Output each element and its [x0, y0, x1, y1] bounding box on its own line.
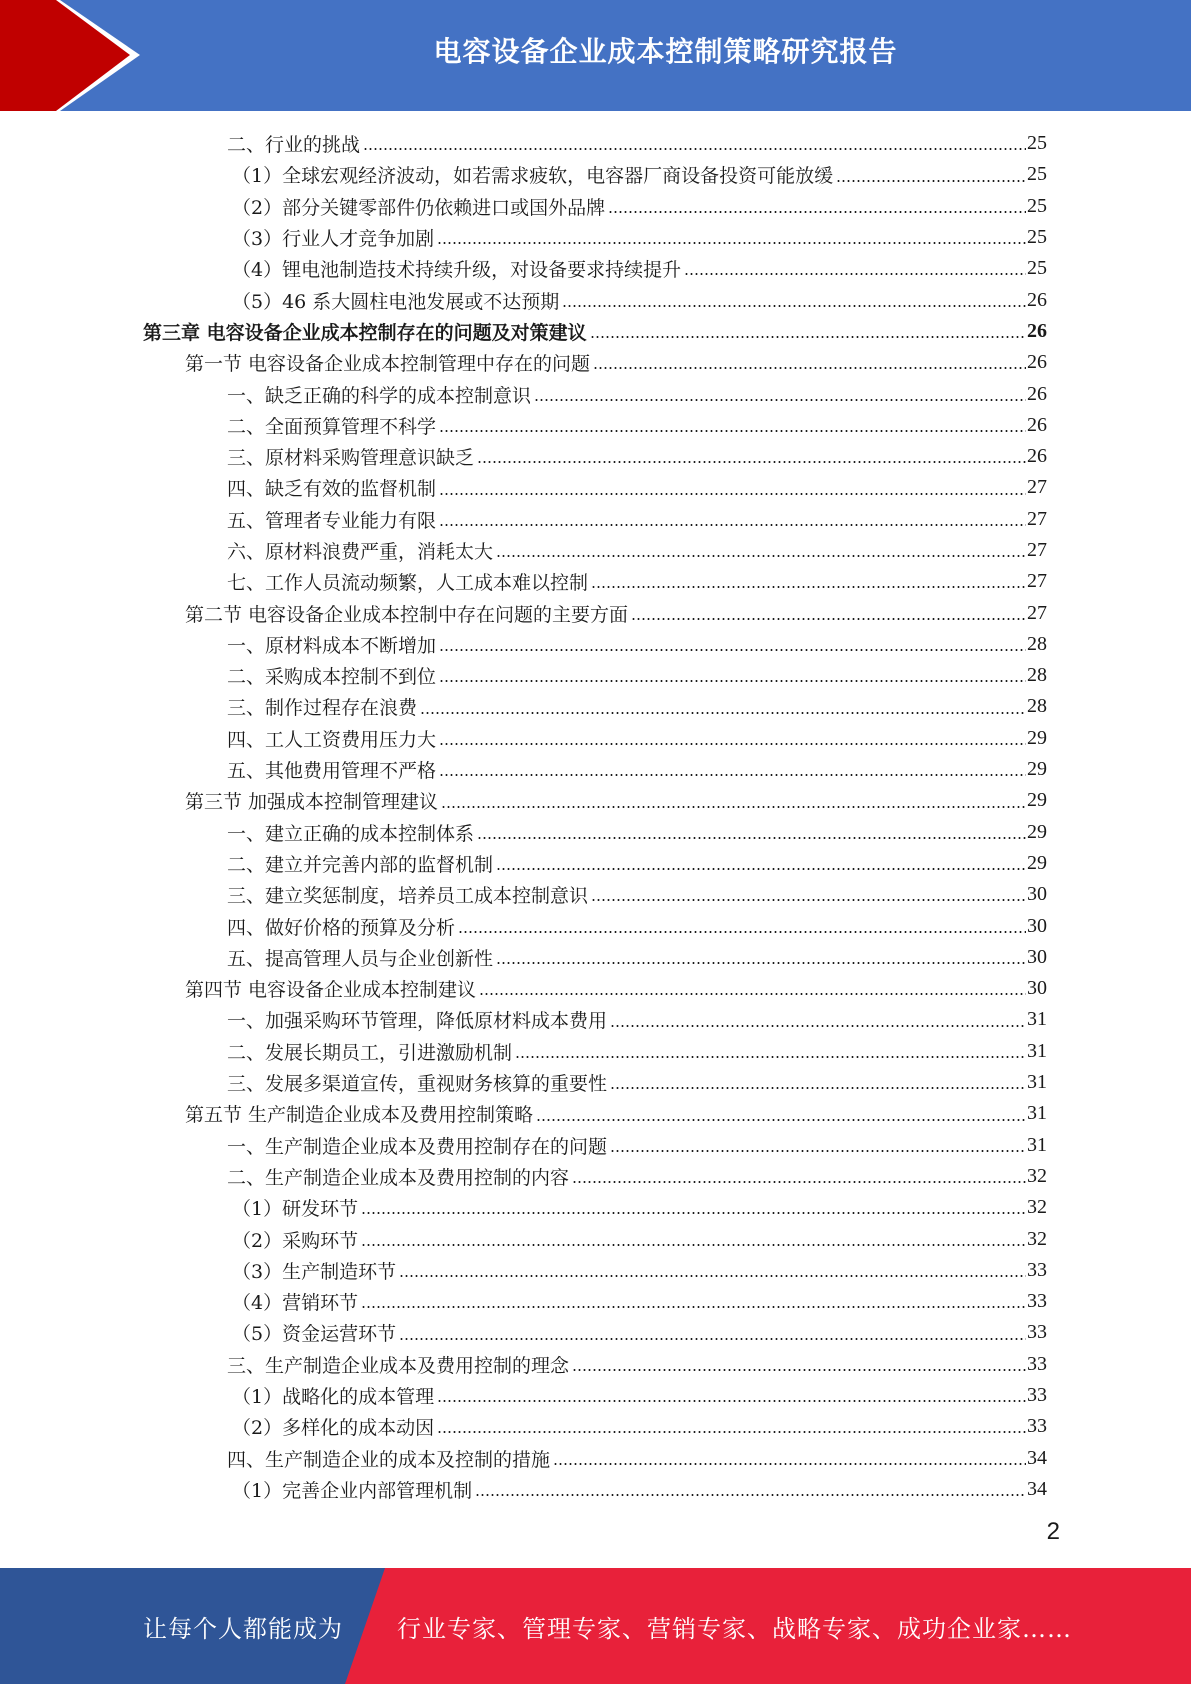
toc-entry-page: 31: [1027, 1071, 1047, 1094]
toc-entry-title: （1）研发环节: [232, 1198, 359, 1221]
toc-entry[interactable]: [0, 1317, 1191, 1348]
toc-entry-page: 31: [1027, 1039, 1047, 1062]
toc-entry-title: （4）锂电池制造技术持续升级，对设备要求持续提升: [232, 259, 682, 282]
toc-dot-leader: [479, 993, 1026, 995]
toc-entry-page: 31: [1027, 1102, 1047, 1125]
toc-entry[interactable]: [0, 1442, 1191, 1473]
toc-entry[interactable]: [0, 1411, 1191, 1442]
toc-entry-page: 33: [1027, 1290, 1047, 1313]
toc-entry-title: 二、行业的挑战: [227, 134, 361, 157]
toc-entry[interactable]: [0, 253, 1191, 284]
toc-dot-leader: [399, 1338, 1026, 1340]
toc-entry[interactable]: [0, 410, 1191, 441]
toc-dot-leader: [836, 180, 1026, 182]
toc-entry[interactable]: [0, 1036, 1191, 1067]
toc-entry-title: 二、采购成本控制不到位: [227, 666, 437, 689]
footer-slogan-right: 行业专家、管理专家、营销专家、战略专家、成功企业家……: [397, 1614, 1072, 1643]
toc-entry-title: 第五节 生产制造企业成本及费用控制策略: [185, 1104, 534, 1127]
toc-dot-leader: [399, 1275, 1026, 1277]
toc-entry-page: 32: [1027, 1164, 1047, 1187]
toc-entry-title: 三、建立奖惩制度，培养员工成本控制意识: [227, 885, 589, 908]
toc-entry-page: 27: [1027, 539, 1047, 561]
toc-dot-leader: [610, 1025, 1026, 1027]
toc-dot-leader: [496, 868, 1026, 870]
toc-entry-page: 25: [1027, 194, 1047, 217]
toc-entry-title: （2）采购环节: [232, 1229, 359, 1252]
toc-entry-title: 一、生产制造企业成本及费用控制存在的问题: [227, 1135, 608, 1158]
toc-entry-title: 三、生产制造企业成本及费用控制的理念: [227, 1354, 570, 1377]
toc-entry-page: 26: [1027, 382, 1047, 405]
toc-entry[interactable]: [0, 754, 1191, 785]
toc-entry[interactable]: [0, 222, 1191, 253]
toc-entry-page: 30: [1027, 883, 1047, 906]
toc-entry-title: 七、工作人员流动频繁，人工成本难以控制: [227, 572, 589, 595]
toc-entry[interactable]: [0, 1067, 1191, 1098]
toc-dot-leader: [496, 555, 1026, 557]
toc-entry-title: 一、缺乏正确的科学的成本控制意识: [227, 384, 532, 407]
toc-entry-title: 第三章 电容设备企业成本控制存在的问题及对策建议: [143, 321, 587, 344]
toc-entry[interactable]: [0, 472, 1191, 503]
toc-entry-page: 34: [1027, 1477, 1047, 1500]
toc-entry-page: 25: [1027, 163, 1047, 186]
toc-dot-leader: [439, 774, 1026, 776]
toc-entry[interactable]: [0, 159, 1191, 190]
toc-entry[interactable]: [0, 535, 1191, 566]
toc-entry-page: 26: [1027, 351, 1047, 374]
toc-entry[interactable]: [0, 347, 1191, 378]
toc-entry[interactable]: [0, 128, 1191, 159]
page-number: 2: [1046, 1518, 1060, 1545]
toc-entry[interactable]: [0, 441, 1191, 472]
toc-entry[interactable]: [0, 191, 1191, 222]
toc-entry-page: 33: [1027, 1321, 1047, 1344]
toc-entry-title: 第一节 电容设备企业成本控制管理中存在的问题: [185, 353, 591, 376]
toc-entry-title: 一、原材料成本不断增加: [227, 634, 437, 657]
toc-dot-leader: [477, 837, 1026, 839]
toc-dot-leader: [458, 931, 1026, 933]
toc-dot-leader: [536, 1119, 1026, 1121]
toc-dot-leader: [441, 806, 1026, 808]
toc-entry-page: 27: [1027, 476, 1047, 499]
toc-entry-page: 28: [1027, 664, 1047, 687]
toc-entry-page: 26: [1027, 319, 1047, 342]
toc-entry[interactable]: [0, 284, 1191, 315]
toc-entry-page: 31: [1027, 1008, 1047, 1031]
toc-dot-leader: [572, 1369, 1026, 1371]
toc-entry-title: （2）多样化的成本动因: [232, 1417, 435, 1440]
toc-entry[interactable]: [0, 504, 1191, 535]
toc-entry-title: 五、提高管理人员与企业创新性: [227, 947, 494, 970]
toc-entry-title: 五、其他费用管理不严格: [227, 760, 437, 783]
toc-entry-page: 33: [1027, 1415, 1047, 1438]
toc-entry-title: （1）完善企业内部管理机制: [232, 1479, 473, 1502]
toc-dot-leader: [361, 1244, 1026, 1246]
toc-entry[interactable]: [0, 597, 1191, 628]
footer-slogan-left: 让每个人都能成为: [143, 1614, 343, 1643]
toc-entry[interactable]: [0, 723, 1191, 754]
toc-entry[interactable]: [0, 910, 1191, 941]
toc-entry-title: 二、发展长期员工，引进激励机制: [227, 1041, 513, 1064]
toc-entry-page: 26: [1027, 288, 1047, 311]
toc-entry[interactable]: [0, 1130, 1191, 1161]
toc-entry-title: 第三节 加强成本控制管理建议: [185, 791, 439, 814]
toc-entry[interactable]: [0, 1223, 1191, 1254]
toc-dot-leader: [477, 461, 1026, 463]
toc-dot-leader: [439, 493, 1026, 495]
toc-entry-page: 29: [1027, 851, 1047, 874]
toc-entry-title: 一、建立正确的成本控制体系: [227, 822, 475, 845]
toc-dot-leader: [608, 211, 1026, 213]
toc-dot-leader: [515, 1056, 1026, 1058]
toc-entry[interactable]: [0, 566, 1191, 597]
toc-entry-title: 四、缺乏有效的监督机制: [227, 478, 437, 501]
toc-entry-page: 29: [1027, 789, 1047, 812]
toc-dot-leader: [684, 273, 1026, 275]
header-chevron-icon: [0, 0, 160, 111]
toc-entry-title: 三、制作过程存在浪费: [227, 697, 418, 720]
toc-entry-page: 31: [1027, 1133, 1047, 1156]
toc-entry-title: 三、发展多渠道宣传，重视财务核算的重要性: [227, 1073, 608, 1096]
toc-dot-leader: [590, 336, 1026, 338]
toc-entry-page: 32: [1027, 1227, 1047, 1250]
toc-entry[interactable]: [0, 817, 1191, 848]
toc-dot-leader: [437, 242, 1026, 244]
toc-entry[interactable]: [0, 1349, 1191, 1380]
page-title: 电容设备企业成本控制策略研究报告: [433, 35, 898, 68]
toc-dot-leader: [420, 712, 1026, 714]
toc-entry-page: 25: [1027, 257, 1047, 280]
toc-entry-title: （1）战略化的成本管理: [232, 1386, 435, 1409]
toc-dot-leader: [439, 743, 1026, 745]
toc-entry-title: （2）部分关键零部件仍依赖进口或国外品牌: [232, 196, 606, 219]
toc-entry[interactable]: [0, 629, 1191, 660]
toc-entry-page: 25: [1027, 226, 1047, 249]
toc-entry[interactable]: [0, 848, 1191, 879]
toc-entry-title: 三、原材料采购管理意识缺乏: [227, 447, 475, 470]
toc-entry[interactable]: [0, 785, 1191, 816]
toc-entry[interactable]: [0, 973, 1191, 1004]
toc-entry[interactable]: [0, 316, 1191, 347]
toc-entry-page: 27: [1027, 570, 1047, 593]
toc-entry-title: （3）生产制造环节: [232, 1260, 397, 1283]
toc-entry[interactable]: [0, 1161, 1191, 1192]
toc-entry-title: 四、做好价格的预算及分析: [227, 916, 456, 939]
toc-dot-leader: [534, 399, 1026, 401]
toc-entry[interactable]: [0, 1192, 1191, 1223]
toc-entry[interactable]: [0, 1380, 1191, 1411]
toc-entry-title: （5）资金运营环节: [232, 1323, 397, 1346]
toc-entry-page: 25: [1027, 132, 1047, 155]
toc-entry-title: 一、加强采购环节管理，降低原材料成本费用: [227, 1010, 608, 1033]
toc-dot-leader: [610, 1087, 1026, 1089]
chevron-red-shape: [0, 0, 130, 111]
toc-dot-leader: [437, 1400, 1026, 1402]
toc-entry-page: 26: [1027, 445, 1047, 468]
table-of-contents: [0, 128, 1191, 1505]
toc-entry-page: 26: [1027, 413, 1047, 436]
toc-entry[interactable]: [0, 660, 1191, 691]
toc-entry-page: 27: [1027, 601, 1047, 624]
toc-dot-leader: [562, 305, 1026, 307]
toc-dot-leader: [572, 1181, 1026, 1183]
toc-dot-leader: [610, 1150, 1026, 1152]
toc-entry-title: 四、工人工资费用压力大: [227, 728, 437, 751]
toc-entry-title: （4）营销环节: [232, 1292, 359, 1315]
toc-dot-leader: [553, 1463, 1026, 1465]
toc-entry[interactable]: [0, 942, 1191, 973]
toc-entry[interactable]: [0, 378, 1191, 409]
toc-dot-leader: [475, 1494, 1026, 1496]
toc-entry-page: 27: [1027, 507, 1047, 530]
toc-entry-page: 34: [1027, 1446, 1047, 1469]
toc-entry-page: 33: [1027, 1384, 1047, 1407]
toc-entry[interactable]: [0, 1286, 1191, 1317]
toc-dot-leader: [439, 524, 1026, 526]
toc-dot-leader: [363, 148, 1026, 150]
toc-dot-leader: [496, 962, 1026, 964]
toc-entry-title: （3）行业人才竞争加剧: [232, 228, 435, 251]
toc-entry-title: 第二节 电容设备企业成本控制中存在问题的主要方面: [185, 603, 629, 626]
toc-dot-leader: [439, 649, 1026, 651]
toc-entry-page: 29: [1027, 820, 1047, 843]
toc-entry-page: 29: [1027, 726, 1047, 749]
toc-entry-title: 二、全面预算管理不科学: [227, 415, 437, 438]
toc-entry-page: 29: [1027, 758, 1047, 781]
toc-entry-page: 33: [1027, 1258, 1047, 1281]
toc-entry-title: 四、生产制造企业的成本及控制的措施: [227, 1448, 551, 1471]
toc-entry-page: 30: [1027, 977, 1047, 1000]
toc-entry[interactable]: [0, 1004, 1191, 1035]
page-footer: [0, 1568, 1191, 1684]
toc-dot-leader: [591, 586, 1026, 588]
toc-dot-leader: [361, 1306, 1026, 1308]
toc-entry-page: 32: [1027, 1196, 1047, 1219]
toc-entry-page: 33: [1027, 1352, 1047, 1375]
toc-dot-leader: [437, 1431, 1026, 1433]
toc-dot-leader: [361, 1212, 1026, 1214]
toc-entry[interactable]: [0, 1255, 1191, 1286]
toc-entry-title: （5）46 系大圆柱电池发展或不达预期: [232, 290, 560, 313]
toc-entry[interactable]: [0, 1098, 1191, 1129]
toc-dot-leader: [439, 430, 1026, 432]
toc-entry-title: 五、管理者专业能力有限: [227, 509, 437, 532]
toc-entry-page: 28: [1027, 632, 1047, 655]
toc-entry-title: 第四节 电容设备企业成本控制建议: [185, 979, 477, 1002]
toc-entry-page: 30: [1027, 945, 1047, 968]
toc-dot-leader: [593, 367, 1026, 369]
toc-entry[interactable]: [0, 879, 1191, 910]
toc-entry-title: （1）全球宏观经济波动，如若需求疲软，电容器厂商设备投资可能放缓: [232, 165, 834, 188]
toc-entry-title: 二、生产制造企业成本及费用控制的内容: [227, 1166, 570, 1189]
toc-entry-page: 28: [1027, 695, 1047, 718]
page-header: [0, 0, 1191, 111]
toc-dot-leader: [439, 680, 1026, 682]
toc-dot-leader: [631, 618, 1026, 620]
toc-entry-title: 六、原材料浪费严重，消耗太大: [227, 541, 494, 563]
toc-entry-page: 30: [1027, 914, 1047, 937]
toc-entry[interactable]: [0, 1474, 1191, 1505]
toc-entry-title: 二、建立并完善内部的监督机制: [227, 853, 494, 876]
toc-entry[interactable]: [0, 691, 1191, 722]
toc-dot-leader: [591, 899, 1026, 901]
